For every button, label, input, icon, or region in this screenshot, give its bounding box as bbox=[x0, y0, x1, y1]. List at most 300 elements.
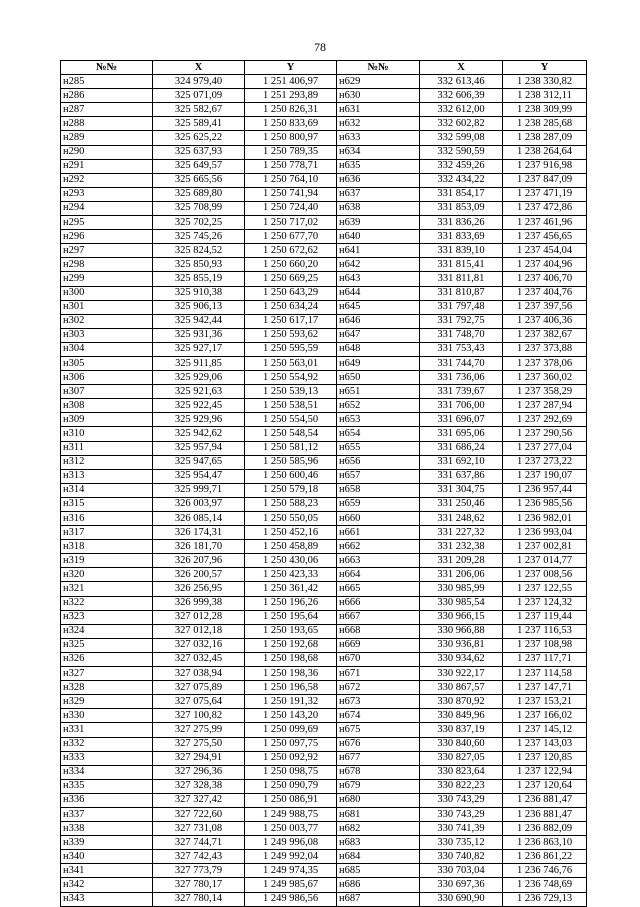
y-coordinate-cell: 1 249 992,04 bbox=[245, 850, 337, 864]
point-number-cell: н341 bbox=[61, 864, 153, 878]
table-row bbox=[61, 638, 587, 652]
table-row bbox=[61, 399, 587, 413]
y-coordinate-cell: 1 250 554,50 bbox=[245, 413, 337, 427]
x-coordinate-cell: 325 910,38 bbox=[153, 286, 245, 300]
y-coordinate-cell: 1 250 548,54 bbox=[245, 427, 337, 441]
table-row bbox=[61, 737, 587, 751]
point-number-cell: н629 bbox=[337, 75, 420, 89]
x-coordinate-cell: 325 665,56 bbox=[153, 173, 245, 187]
point-number-cell: н303 bbox=[61, 328, 153, 342]
x-coordinate-cell: 327 100,82 bbox=[153, 709, 245, 723]
table-row bbox=[61, 779, 587, 793]
header-y-2: Y bbox=[503, 61, 587, 75]
table-row bbox=[61, 512, 587, 526]
y-coordinate-cell: 1 249 988,75 bbox=[245, 807, 337, 821]
point-number-cell: н649 bbox=[337, 356, 420, 370]
table-row bbox=[61, 216, 587, 230]
point-number-cell: н327 bbox=[61, 667, 153, 681]
x-coordinate-cell: 330 966,88 bbox=[420, 624, 503, 638]
x-coordinate-cell: 331 797,48 bbox=[420, 300, 503, 314]
point-number-cell: н306 bbox=[61, 371, 153, 385]
x-coordinate-cell: 330 743,29 bbox=[420, 793, 503, 807]
point-number-cell: н675 bbox=[337, 723, 420, 737]
y-coordinate-cell: 1 237 002,81 bbox=[503, 540, 587, 554]
table-row bbox=[61, 850, 587, 864]
point-number-cell: н286 bbox=[61, 89, 153, 103]
x-coordinate-cell: 327 012,18 bbox=[153, 624, 245, 638]
point-number-cell: н676 bbox=[337, 737, 420, 751]
y-coordinate-cell: 1 237 847,09 bbox=[503, 173, 587, 187]
point-number-cell: н646 bbox=[337, 314, 420, 328]
y-coordinate-cell: 1 250 538,51 bbox=[245, 399, 337, 413]
point-number-cell: н328 bbox=[61, 681, 153, 695]
table-row bbox=[61, 793, 587, 807]
table-row bbox=[61, 497, 587, 511]
y-coordinate-cell: 1 250 458,89 bbox=[245, 540, 337, 554]
header-x-1: X bbox=[153, 61, 245, 75]
y-coordinate-cell: 1 237 145,12 bbox=[503, 723, 587, 737]
x-coordinate-cell: 326 999,38 bbox=[153, 596, 245, 610]
y-coordinate-cell: 1 237 143,03 bbox=[503, 737, 587, 751]
y-coordinate-cell: 1 238 287,09 bbox=[503, 131, 587, 145]
table-row bbox=[61, 483, 587, 497]
x-coordinate-cell: 330 743,29 bbox=[420, 807, 503, 821]
table-row bbox=[61, 469, 587, 483]
table-row bbox=[61, 328, 587, 342]
x-coordinate-cell: 331 748,70 bbox=[420, 328, 503, 342]
y-coordinate-cell: 1 250 588,23 bbox=[245, 497, 337, 511]
point-number-cell: н633 bbox=[337, 131, 420, 145]
point-number-cell: н288 bbox=[61, 117, 153, 131]
table-row bbox=[61, 822, 587, 836]
y-coordinate-cell: 1 238 309,99 bbox=[503, 103, 587, 117]
y-coordinate-cell: 1 237 114,58 bbox=[503, 667, 587, 681]
y-coordinate-cell: 1 250 672,62 bbox=[245, 244, 337, 258]
point-number-cell: н642 bbox=[337, 258, 420, 272]
x-coordinate-cell: 325 929,96 bbox=[153, 413, 245, 427]
point-number-cell: н291 bbox=[61, 159, 153, 173]
table-row bbox=[61, 864, 587, 878]
x-coordinate-cell: 327 742,43 bbox=[153, 850, 245, 864]
y-coordinate-cell: 1 237 287,94 bbox=[503, 399, 587, 413]
x-coordinate-cell: 330 837,19 bbox=[420, 723, 503, 737]
table-row bbox=[61, 624, 587, 638]
point-number-cell: н681 bbox=[337, 807, 420, 821]
point-number-cell: н662 bbox=[337, 540, 420, 554]
x-coordinate-cell: 330 985,54 bbox=[420, 596, 503, 610]
x-coordinate-cell: 331 792,75 bbox=[420, 314, 503, 328]
y-coordinate-cell: 1 250 581,12 bbox=[245, 441, 337, 455]
table-row bbox=[61, 526, 587, 540]
point-number-cell: н634 bbox=[337, 145, 420, 159]
x-coordinate-cell: 330 740,82 bbox=[420, 850, 503, 864]
point-number-cell: н648 bbox=[337, 342, 420, 356]
x-coordinate-cell: 331 209,28 bbox=[420, 554, 503, 568]
point-number-cell: н290 bbox=[61, 145, 153, 159]
y-coordinate-cell: 1 236 861,22 bbox=[503, 850, 587, 864]
x-coordinate-cell: 325 927,17 bbox=[153, 342, 245, 356]
x-coordinate-cell: 331 753,43 bbox=[420, 342, 503, 356]
y-coordinate-cell: 1 250 198,68 bbox=[245, 652, 337, 666]
point-number-cell: н651 bbox=[337, 385, 420, 399]
table-row bbox=[61, 540, 587, 554]
x-coordinate-cell: 331 854,17 bbox=[420, 187, 503, 201]
x-coordinate-cell: 326 085,14 bbox=[153, 512, 245, 526]
x-coordinate-cell: 331 232,38 bbox=[420, 540, 503, 554]
y-coordinate-cell: 1 251 406,97 bbox=[245, 75, 337, 89]
x-coordinate-cell: 325 906,13 bbox=[153, 300, 245, 314]
point-number-cell: н314 bbox=[61, 483, 153, 497]
table-row bbox=[61, 413, 587, 427]
x-coordinate-cell: 325 999,71 bbox=[153, 483, 245, 497]
y-coordinate-cell: 1 250 634,24 bbox=[245, 300, 337, 314]
point-number-cell: н318 bbox=[61, 540, 153, 554]
y-coordinate-cell: 1 237 397,56 bbox=[503, 300, 587, 314]
x-coordinate-cell: 327 296,36 bbox=[153, 765, 245, 779]
point-number-cell: н666 bbox=[337, 596, 420, 610]
x-coordinate-cell: 325 702,25 bbox=[153, 216, 245, 230]
point-number-cell: н657 bbox=[337, 469, 420, 483]
x-coordinate-cell: 331 836,26 bbox=[420, 216, 503, 230]
y-coordinate-cell: 1 237 406,36 bbox=[503, 314, 587, 328]
point-number-cell: н326 bbox=[61, 652, 153, 666]
x-coordinate-cell: 325 824,52 bbox=[153, 244, 245, 258]
point-number-cell: н672 bbox=[337, 681, 420, 695]
header-point-number-2: №№ bbox=[337, 61, 420, 75]
table-row bbox=[61, 765, 587, 779]
point-number-cell: н325 bbox=[61, 638, 153, 652]
table-row bbox=[61, 582, 587, 596]
point-number-cell: н317 bbox=[61, 526, 153, 540]
y-coordinate-cell: 1 250 193,65 bbox=[245, 624, 337, 638]
header-point-number-1: №№ bbox=[61, 61, 153, 75]
point-number-cell: н304 bbox=[61, 342, 153, 356]
point-number-cell: н631 bbox=[337, 103, 420, 117]
y-coordinate-cell: 1 237 406,70 bbox=[503, 272, 587, 286]
table-row bbox=[61, 300, 587, 314]
table-row bbox=[61, 131, 587, 145]
point-number-cell: н664 bbox=[337, 568, 420, 582]
table-row bbox=[61, 695, 587, 709]
y-coordinate-cell: 1 250 452,16 bbox=[245, 526, 337, 540]
table-row bbox=[61, 441, 587, 455]
y-coordinate-cell: 1 236 993,04 bbox=[503, 526, 587, 540]
y-coordinate-cell: 1 249 985,67 bbox=[245, 878, 337, 892]
point-number-cell: н660 bbox=[337, 512, 420, 526]
point-number-cell: н663 bbox=[337, 554, 420, 568]
point-number-cell: н313 bbox=[61, 469, 153, 483]
x-coordinate-cell: 330 985,99 bbox=[420, 582, 503, 596]
x-coordinate-cell: 330 822,23 bbox=[420, 779, 503, 793]
x-coordinate-cell: 327 722,60 bbox=[153, 807, 245, 821]
table-row bbox=[61, 201, 587, 215]
x-coordinate-cell: 330 697,36 bbox=[420, 878, 503, 892]
table-row bbox=[61, 878, 587, 892]
point-number-cell: н324 bbox=[61, 624, 153, 638]
x-coordinate-cell: 331 206,06 bbox=[420, 568, 503, 582]
y-coordinate-cell: 1 237 116,53 bbox=[503, 624, 587, 638]
point-number-cell: н637 bbox=[337, 187, 420, 201]
point-number-cell: н670 bbox=[337, 652, 420, 666]
table-row bbox=[61, 371, 587, 385]
table-body bbox=[61, 75, 587, 907]
x-coordinate-cell: 327 032,16 bbox=[153, 638, 245, 652]
point-number-cell: н315 bbox=[61, 497, 153, 511]
point-number-cell: н316 bbox=[61, 512, 153, 526]
y-coordinate-cell: 1 237 454,04 bbox=[503, 244, 587, 258]
x-coordinate-cell: 327 327,42 bbox=[153, 793, 245, 807]
y-coordinate-cell: 1 250 423,33 bbox=[245, 568, 337, 582]
y-coordinate-cell: 1 250 191,32 bbox=[245, 695, 337, 709]
point-number-cell: н678 bbox=[337, 765, 420, 779]
point-number-cell: н680 bbox=[337, 793, 420, 807]
y-coordinate-cell: 1 250 196,58 bbox=[245, 681, 337, 695]
y-coordinate-cell: 1 250 196,26 bbox=[245, 596, 337, 610]
y-coordinate-cell: 1 250 092,92 bbox=[245, 751, 337, 765]
x-coordinate-cell: 325 745,26 bbox=[153, 230, 245, 244]
x-coordinate-cell: 326 200,57 bbox=[153, 568, 245, 582]
y-coordinate-cell: 1 250 677,70 bbox=[245, 230, 337, 244]
x-coordinate-cell: 330 867,57 bbox=[420, 681, 503, 695]
point-number-cell: н320 bbox=[61, 568, 153, 582]
x-coordinate-cell: 332 590,59 bbox=[420, 145, 503, 159]
y-coordinate-cell: 1 250 198,36 bbox=[245, 667, 337, 681]
y-coordinate-cell: 1 236 863,10 bbox=[503, 836, 587, 850]
y-coordinate-cell: 1 250 086,91 bbox=[245, 793, 337, 807]
point-number-cell: н323 bbox=[61, 610, 153, 624]
y-coordinate-cell: 1 237 404,76 bbox=[503, 286, 587, 300]
x-coordinate-cell: 330 849,96 bbox=[420, 709, 503, 723]
y-coordinate-cell: 1 250 099,69 bbox=[245, 723, 337, 737]
point-number-cell: н647 bbox=[337, 328, 420, 342]
y-coordinate-cell: 1 236 985,56 bbox=[503, 497, 587, 511]
point-number-cell: н312 bbox=[61, 455, 153, 469]
point-number-cell: н643 bbox=[337, 272, 420, 286]
y-coordinate-cell: 1 237 456,65 bbox=[503, 230, 587, 244]
point-number-cell: н337 bbox=[61, 807, 153, 821]
x-coordinate-cell: 331 696,07 bbox=[420, 413, 503, 427]
point-number-cell: н298 bbox=[61, 258, 153, 272]
y-coordinate-cell: 1 250 539,13 bbox=[245, 385, 337, 399]
x-coordinate-cell: 327 075,64 bbox=[153, 695, 245, 709]
point-number-cell: н686 bbox=[337, 878, 420, 892]
y-coordinate-cell: 1 237 122,94 bbox=[503, 765, 587, 779]
table-row bbox=[61, 342, 587, 356]
x-coordinate-cell: 326 174,31 bbox=[153, 526, 245, 540]
y-coordinate-cell: 1 237 108,98 bbox=[503, 638, 587, 652]
x-coordinate-cell: 327 780,17 bbox=[153, 878, 245, 892]
x-coordinate-cell: 327 294,91 bbox=[153, 751, 245, 765]
point-number-cell: н343 bbox=[61, 892, 153, 906]
x-coordinate-cell: 331 810,87 bbox=[420, 286, 503, 300]
x-coordinate-cell: 331 744,70 bbox=[420, 356, 503, 370]
x-coordinate-cell: 331 833,69 bbox=[420, 230, 503, 244]
point-number-cell: н640 bbox=[337, 230, 420, 244]
table-row bbox=[61, 89, 587, 103]
x-coordinate-cell: 325 071,09 bbox=[153, 89, 245, 103]
y-coordinate-cell: 1 236 881,47 bbox=[503, 793, 587, 807]
y-coordinate-cell: 1 250 195,64 bbox=[245, 610, 337, 624]
x-coordinate-cell: 326 181,70 bbox=[153, 540, 245, 554]
x-coordinate-cell: 331 250,46 bbox=[420, 497, 503, 511]
point-number-cell: н687 bbox=[337, 892, 420, 906]
y-coordinate-cell: 1 250 593,62 bbox=[245, 328, 337, 342]
point-number-cell: н319 bbox=[61, 554, 153, 568]
x-coordinate-cell: 332 613,46 bbox=[420, 75, 503, 89]
point-number-cell: н656 bbox=[337, 455, 420, 469]
x-coordinate-cell: 325 637,93 bbox=[153, 145, 245, 159]
x-coordinate-cell: 327 032,45 bbox=[153, 652, 245, 666]
y-coordinate-cell: 1 250 579,18 bbox=[245, 483, 337, 497]
x-coordinate-cell: 325 942,62 bbox=[153, 427, 245, 441]
x-coordinate-cell: 326 207,96 bbox=[153, 554, 245, 568]
point-number-cell: н302 bbox=[61, 314, 153, 328]
point-number-cell: н669 bbox=[337, 638, 420, 652]
point-number-cell: н330 bbox=[61, 709, 153, 723]
y-coordinate-cell: 1 250 643,29 bbox=[245, 286, 337, 300]
y-coordinate-cell: 1 236 881,47 bbox=[503, 807, 587, 821]
y-coordinate-cell: 1 250 778,71 bbox=[245, 159, 337, 173]
point-number-cell: н297 bbox=[61, 244, 153, 258]
y-coordinate-cell: 1 237 153,21 bbox=[503, 695, 587, 709]
y-coordinate-cell: 1 250 098,75 bbox=[245, 765, 337, 779]
table-row bbox=[61, 230, 587, 244]
y-coordinate-cell: 1 237 461,96 bbox=[503, 216, 587, 230]
point-number-cell: н673 bbox=[337, 695, 420, 709]
point-number-cell: н287 bbox=[61, 103, 153, 117]
y-coordinate-cell: 1 237 117,71 bbox=[503, 652, 587, 666]
y-coordinate-cell: 1 237 290,56 bbox=[503, 427, 587, 441]
table-row bbox=[61, 610, 587, 624]
x-coordinate-cell: 325 957,94 bbox=[153, 441, 245, 455]
y-coordinate-cell: 1 237 120,64 bbox=[503, 779, 587, 793]
y-coordinate-cell: 1 237 277,04 bbox=[503, 441, 587, 455]
point-number-cell: н339 bbox=[61, 836, 153, 850]
x-coordinate-cell: 325 582,67 bbox=[153, 103, 245, 117]
y-coordinate-cell: 1 250 764,10 bbox=[245, 173, 337, 187]
y-coordinate-cell: 1 250 595,59 bbox=[245, 342, 337, 356]
y-coordinate-cell: 1 250 826,31 bbox=[245, 103, 337, 117]
x-coordinate-cell: 330 703,04 bbox=[420, 864, 503, 878]
point-number-cell: н334 bbox=[61, 765, 153, 779]
point-number-cell: н679 bbox=[337, 779, 420, 793]
point-number-cell: н645 bbox=[337, 300, 420, 314]
point-number-cell: н655 bbox=[337, 441, 420, 455]
point-number-cell: н652 bbox=[337, 399, 420, 413]
x-coordinate-cell: 331 739,67 bbox=[420, 385, 503, 399]
point-number-cell: н296 bbox=[61, 230, 153, 244]
point-number-cell: н329 bbox=[61, 695, 153, 709]
y-coordinate-cell: 1 250 361,42 bbox=[245, 582, 337, 596]
table-row bbox=[61, 145, 587, 159]
y-coordinate-cell: 1 250 143,20 bbox=[245, 709, 337, 723]
y-coordinate-cell: 1 249 996,08 bbox=[245, 836, 337, 850]
x-coordinate-cell: 325 929,06 bbox=[153, 371, 245, 385]
point-number-cell: н654 bbox=[337, 427, 420, 441]
point-number-cell: н641 bbox=[337, 244, 420, 258]
x-coordinate-cell: 331 736,06 bbox=[420, 371, 503, 385]
point-number-cell: н311 bbox=[61, 441, 153, 455]
table-row bbox=[61, 314, 587, 328]
x-coordinate-cell: 332 459,26 bbox=[420, 159, 503, 173]
point-number-cell: н299 bbox=[61, 272, 153, 286]
table-row bbox=[61, 807, 587, 821]
point-number-cell: н301 bbox=[61, 300, 153, 314]
point-number-cell: н638 bbox=[337, 201, 420, 215]
x-coordinate-cell: 330 936,81 bbox=[420, 638, 503, 652]
table-row bbox=[61, 117, 587, 131]
point-number-cell: н342 bbox=[61, 878, 153, 892]
point-number-cell: н333 bbox=[61, 751, 153, 765]
y-coordinate-cell: 1 237 147,71 bbox=[503, 681, 587, 695]
point-number-cell: н336 bbox=[61, 793, 153, 807]
point-number-cell: н321 bbox=[61, 582, 153, 596]
y-coordinate-cell: 1 236 957,44 bbox=[503, 483, 587, 497]
point-number-cell: н683 bbox=[337, 836, 420, 850]
y-coordinate-cell: 1 249 986,56 bbox=[245, 892, 337, 906]
x-coordinate-cell: 332 434,22 bbox=[420, 173, 503, 187]
y-coordinate-cell: 1 237 273,22 bbox=[503, 455, 587, 469]
y-coordinate-cell: 1 250 192,68 bbox=[245, 638, 337, 652]
x-coordinate-cell: 331 692,10 bbox=[420, 455, 503, 469]
point-number-cell: н658 bbox=[337, 483, 420, 497]
y-coordinate-cell: 1 250 660,20 bbox=[245, 258, 337, 272]
y-coordinate-cell: 1 250 669,25 bbox=[245, 272, 337, 286]
table-row bbox=[61, 427, 587, 441]
x-coordinate-cell: 332 606,39 bbox=[420, 89, 503, 103]
y-coordinate-cell: 1 238 264,64 bbox=[503, 145, 587, 159]
point-number-cell: н309 bbox=[61, 413, 153, 427]
x-coordinate-cell: 330 934,62 bbox=[420, 652, 503, 666]
x-coordinate-cell: 332 602,82 bbox=[420, 117, 503, 131]
x-coordinate-cell: 325 922,45 bbox=[153, 399, 245, 413]
table-row bbox=[61, 652, 587, 666]
x-coordinate-cell: 327 038,94 bbox=[153, 667, 245, 681]
point-number-cell: н661 bbox=[337, 526, 420, 540]
point-number-cell: н308 bbox=[61, 399, 153, 413]
point-number-cell: н300 bbox=[61, 286, 153, 300]
y-coordinate-cell: 1 237 122,55 bbox=[503, 582, 587, 596]
y-coordinate-cell: 1 237 382,67 bbox=[503, 328, 587, 342]
x-coordinate-cell: 326 256,95 bbox=[153, 582, 245, 596]
table-row bbox=[61, 568, 587, 582]
point-number-cell: н682 bbox=[337, 822, 420, 836]
table-row bbox=[61, 667, 587, 681]
table-row bbox=[61, 385, 587, 399]
point-number-cell: н285 bbox=[61, 75, 153, 89]
y-coordinate-cell: 1 250 090,79 bbox=[245, 779, 337, 793]
x-coordinate-cell: 330 735,12 bbox=[420, 836, 503, 850]
y-coordinate-cell: 1 236 729,13 bbox=[503, 892, 587, 906]
table-row bbox=[61, 75, 587, 89]
x-coordinate-cell: 330 690,90 bbox=[420, 892, 503, 906]
x-coordinate-cell: 331 637,86 bbox=[420, 469, 503, 483]
point-number-cell: н684 bbox=[337, 850, 420, 864]
point-number-cell: н671 bbox=[337, 667, 420, 681]
x-coordinate-cell: 331 853,09 bbox=[420, 201, 503, 215]
table-row bbox=[61, 836, 587, 850]
point-number-cell: н667 bbox=[337, 610, 420, 624]
y-coordinate-cell: 1 250 003,77 bbox=[245, 822, 337, 836]
x-coordinate-cell: 330 823,64 bbox=[420, 765, 503, 779]
point-number-cell: н635 bbox=[337, 159, 420, 173]
table-row bbox=[61, 272, 587, 286]
page-number: 78 bbox=[314, 40, 326, 54]
x-coordinate-cell: 331 695,06 bbox=[420, 427, 503, 441]
x-coordinate-cell: 331 811,81 bbox=[420, 272, 503, 286]
y-coordinate-cell: 1 237 292,69 bbox=[503, 413, 587, 427]
y-coordinate-cell: 1 237 119,44 bbox=[503, 610, 587, 624]
